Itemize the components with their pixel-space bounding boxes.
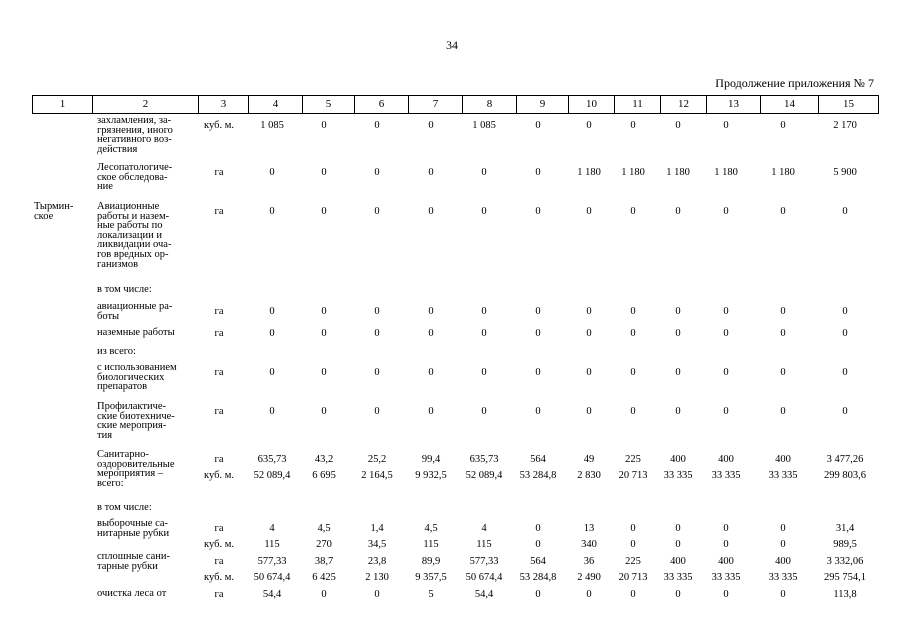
value-cell: 0 — [675, 406, 681, 417]
value-cell: 295 754,1 — [824, 572, 866, 583]
value-cell: 0 — [374, 328, 380, 339]
value-cell: 1 180 — [577, 167, 601, 178]
region-name — [34, 202, 88, 221]
value-cell: 33 335 — [663, 470, 693, 481]
header-cell: 13 — [706, 96, 760, 113]
header-cell: 11 — [614, 96, 660, 113]
header-cell: 1 — [59, 98, 66, 110]
value-cell: 0 — [630, 406, 636, 417]
value-cell: 0 — [586, 367, 592, 378]
value-cell: 52 089,4 — [465, 470, 503, 481]
value-cell: 0 — [780, 539, 786, 550]
row-label — [97, 285, 193, 295]
value-cell: 0 — [428, 120, 434, 131]
value-cell: 400 — [670, 454, 686, 465]
row-label-line: в том числе: — [97, 284, 152, 295]
header-cell: 15 — [818, 96, 878, 113]
value-cell: 99,4 — [421, 454, 441, 465]
value-cell: 33 335 — [768, 470, 798, 481]
value-cell: 31,4 — [835, 523, 855, 534]
row-label — [97, 302, 193, 321]
row-label-line: авиационные ра- — [97, 301, 173, 312]
row-label-line: ские биотехниче- — [97, 410, 175, 422]
value-cell: 0 — [321, 406, 327, 417]
value-cell: 0 — [630, 539, 636, 550]
value-cell: 0 — [535, 167, 541, 178]
value-cell: 53 284,8 — [519, 572, 557, 583]
value-cell: 564 — [530, 556, 546, 567]
value-cell: 340 — [581, 539, 597, 550]
value-cell: 0 — [675, 367, 681, 378]
row-label-line: нитарные рубки — [97, 527, 170, 539]
value-cell: 33 335 — [663, 572, 693, 583]
value-cell: 0 — [630, 328, 636, 339]
value-cell: 0 — [630, 367, 636, 378]
unit-cell: га — [214, 167, 224, 178]
value-cell: 0 — [723, 523, 729, 534]
value-cell: 115 — [264, 539, 280, 550]
value-cell: 0 — [321, 306, 327, 317]
value-cell: 0 — [428, 306, 434, 317]
value-cell: 0 — [428, 206, 434, 217]
value-cell: 4 — [481, 523, 487, 534]
header-cell: 2 — [92, 96, 198, 113]
value-cell: 635,73 — [469, 454, 499, 465]
value-cell: 52 089,4 — [253, 470, 291, 481]
value-cell: 400 — [775, 454, 791, 465]
row-label-line: работы и назем- — [97, 210, 170, 222]
value-cell: 0 — [269, 167, 275, 178]
value-cell: 0 — [586, 306, 592, 317]
row-label-line: оздоровительные — [97, 458, 175, 470]
value-cell: 0 — [428, 367, 434, 378]
value-cell: 5 — [428, 589, 434, 600]
unit-cell: га — [214, 328, 224, 339]
value-cell: 0 — [374, 306, 380, 317]
value-cell: 0 — [428, 167, 434, 178]
value-cell: 0 — [780, 328, 786, 339]
row-label — [97, 450, 193, 488]
value-cell: 2 830 — [577, 470, 601, 481]
value-cell: 6 425 — [312, 572, 336, 583]
value-cell: 5 900 — [833, 167, 857, 178]
unit-cell: га — [214, 406, 224, 417]
value-cell: 0 — [321, 206, 327, 217]
row-label-line: из всего: — [97, 346, 136, 357]
header-cell: 12 — [660, 96, 706, 113]
value-cell: 0 — [675, 589, 681, 600]
value-cell: 400 — [718, 556, 734, 567]
value-cell: 0 — [630, 523, 636, 534]
value-cell: 9 357,5 — [415, 572, 447, 583]
value-cell: 0 — [269, 328, 275, 339]
value-cell: 0 — [428, 328, 434, 339]
row-label — [97, 347, 193, 357]
row-label-line: негативного воз- — [97, 134, 172, 146]
value-cell: 0 — [535, 306, 541, 317]
row-label-line: тарные рубки — [97, 560, 158, 572]
value-cell: 0 — [842, 206, 848, 217]
value-cell: 2 170 — [833, 120, 857, 131]
row-label-line: захламления, за- — [97, 115, 172, 126]
value-cell: 20 713 — [618, 470, 648, 481]
value-cell: 0 — [630, 206, 636, 217]
continuation-note: Продолжение приложения № 7 — [715, 76, 874, 90]
row-label-line: сплошные сани- — [97, 551, 170, 562]
value-cell: 2 130 — [365, 572, 389, 583]
region-line: Тырмин- — [34, 201, 74, 212]
value-cell: 400 — [718, 454, 734, 465]
row-label-line: наземные работы — [97, 327, 175, 338]
row-label-line: ние — [97, 181, 113, 193]
row-label-line: ские мероприя- — [97, 420, 167, 432]
unit-cell: га — [214, 556, 224, 567]
row-label-line: Авиационные — [97, 201, 160, 212]
value-cell: 0 — [535, 406, 541, 417]
value-cell: 0 — [481, 406, 487, 417]
unit-cell: га — [214, 306, 224, 317]
value-cell: 0 — [586, 406, 592, 417]
value-cell: 0 — [675, 120, 681, 131]
value-cell: 0 — [780, 306, 786, 317]
row-label-line: выборочные са- — [97, 518, 169, 529]
value-cell: 0 — [780, 589, 786, 600]
row-label-line: биологических — [97, 371, 165, 383]
row-label-line: очистка леса от — [97, 588, 167, 599]
value-cell: 3 477,26 — [826, 454, 864, 465]
value-cell: 0 — [374, 406, 380, 417]
value-cell: 9 932,5 — [415, 470, 447, 481]
value-cell: 1 085 — [260, 120, 284, 131]
row-label-line: ликвидации оча- — [97, 239, 172, 251]
value-cell: 0 — [374, 120, 380, 131]
value-cell: 54,4 — [474, 589, 494, 600]
header-cell: 14 — [760, 96, 818, 113]
value-cell: 0 — [780, 367, 786, 378]
value-cell: 0 — [321, 328, 327, 339]
value-cell: 0 — [269, 306, 275, 317]
value-cell: 0 — [723, 120, 729, 131]
value-cell: 0 — [842, 328, 848, 339]
value-cell: 50 674,4 — [253, 572, 291, 583]
value-cell: 3 332,06 — [826, 556, 864, 567]
value-cell: 0 — [535, 206, 541, 217]
value-cell: 34,5 — [367, 539, 387, 550]
value-cell: 0 — [723, 306, 729, 317]
row-label-line: гов вредных ор- — [97, 248, 169, 260]
value-cell: 33 335 — [711, 572, 741, 583]
value-cell: 0 — [321, 167, 327, 178]
value-cell: 0 — [535, 120, 541, 131]
value-cell: 113,8 — [833, 589, 857, 600]
value-cell: 0 — [630, 589, 636, 600]
value-cell: 50 674,4 — [465, 572, 503, 583]
value-cell: 0 — [780, 523, 786, 534]
value-cell: 49 — [583, 454, 595, 465]
row-label-line: боты — [97, 310, 120, 322]
value-cell: 0 — [321, 589, 327, 600]
row-label-line: мероприятия – — [97, 468, 164, 480]
value-cell: 0 — [269, 206, 275, 217]
value-cell: 0 — [630, 120, 636, 131]
row-label-line: ные работы по — [97, 220, 163, 232]
row-label-line: Санитарно- — [97, 449, 149, 460]
value-cell: 0 — [269, 367, 275, 378]
row-label-line: ганизмов — [97, 258, 139, 270]
value-cell: 33 335 — [768, 572, 798, 583]
unit-cell: куб. м. — [204, 539, 234, 550]
value-cell: 20 713 — [618, 572, 648, 583]
value-cell: 0 — [842, 406, 848, 417]
value-cell: 0 — [586, 120, 592, 131]
value-cell: 0 — [842, 367, 848, 378]
value-cell: 0 — [780, 206, 786, 217]
row-label — [97, 202, 193, 269]
header-cell: 9 — [516, 96, 568, 113]
value-cell: 0 — [321, 367, 327, 378]
value-cell: 0 — [723, 539, 729, 550]
value-cell: 13 — [583, 523, 595, 534]
value-cell: 0 — [535, 539, 541, 550]
value-cell: 0 — [428, 406, 434, 417]
value-cell: 0 — [269, 406, 275, 417]
header-cell: 5 — [302, 96, 354, 113]
value-cell: 0 — [535, 328, 541, 339]
row-label-line: с использованием — [97, 362, 177, 373]
unit-cell: куб. м. — [204, 572, 234, 583]
value-cell: 38,7 — [314, 556, 334, 567]
value-cell: 4,5 — [424, 523, 438, 534]
value-cell: 1 180 — [666, 167, 690, 178]
unit-cell: га — [214, 367, 224, 378]
value-cell: 0 — [374, 167, 380, 178]
header-cell: 4 — [248, 96, 302, 113]
value-cell: 0 — [842, 306, 848, 317]
page-number: 34 — [446, 38, 458, 52]
value-cell: 115 — [476, 539, 492, 550]
value-cell: 0 — [481, 167, 487, 178]
value-cell: 989,5 — [833, 539, 857, 550]
value-cell: 54,4 — [262, 589, 282, 600]
value-cell: 0 — [723, 589, 729, 600]
value-cell: 4,5 — [317, 523, 331, 534]
value-cell: 0 — [675, 206, 681, 217]
value-cell: 0 — [675, 306, 681, 317]
value-cell: 36 — [583, 556, 595, 567]
row-label-line: Лесопатологиче- — [97, 162, 173, 173]
value-cell: 0 — [723, 367, 729, 378]
value-cell: 0 — [630, 306, 636, 317]
value-cell: 23,8 — [367, 556, 387, 567]
header-cell: 3 — [198, 96, 248, 113]
region-line: ское — [34, 210, 54, 222]
row-label — [97, 552, 193, 571]
value-cell: 4 — [269, 523, 275, 534]
value-cell: 577,33 — [257, 556, 287, 567]
row-label — [97, 116, 193, 154]
unit-cell: га — [214, 454, 224, 465]
value-cell: 635,73 — [257, 454, 287, 465]
value-cell: 2 164,5 — [361, 470, 393, 481]
value-cell: 1 085 — [472, 120, 496, 131]
table-header — [32, 95, 879, 114]
row-label — [97, 328, 193, 338]
value-cell: 0 — [374, 367, 380, 378]
row-label-line: локализации и — [97, 229, 162, 241]
value-cell: 0 — [723, 406, 729, 417]
row-label — [97, 519, 193, 538]
value-cell: 225 — [625, 556, 641, 567]
row-label-line: в том числе: — [97, 502, 152, 513]
value-cell: 0 — [535, 589, 541, 600]
row-label-line: ское обследова- — [97, 171, 168, 183]
value-cell: 577,33 — [469, 556, 499, 567]
value-cell: 89,9 — [421, 556, 441, 567]
value-cell: 0 — [374, 206, 380, 217]
value-cell: 0 — [535, 523, 541, 534]
value-cell: 564 — [530, 454, 546, 465]
value-cell: 0 — [675, 539, 681, 550]
value-cell: 0 — [586, 206, 592, 217]
value-cell: 0 — [374, 589, 380, 600]
header-cell: 6 — [354, 96, 408, 113]
value-cell: 53 284,8 — [519, 470, 557, 481]
value-cell: 2 490 — [577, 572, 601, 583]
row-label-line: грязнения, иного — [97, 124, 173, 136]
unit-cell: куб. м. — [204, 120, 234, 131]
row-label — [97, 402, 193, 440]
value-cell: 0 — [780, 120, 786, 131]
value-cell: 0 — [780, 406, 786, 417]
unit-cell: куб. м. — [204, 470, 234, 481]
value-cell: 0 — [535, 367, 541, 378]
row-label-line: действия — [97, 143, 138, 155]
value-cell: 270 — [316, 539, 332, 550]
value-cell: 225 — [625, 454, 641, 465]
value-cell: 0 — [586, 328, 592, 339]
row-label-line: Профилактиче- — [97, 401, 167, 412]
row-label-line: препаратов — [97, 381, 148, 393]
unit-cell: га — [214, 523, 224, 534]
value-cell: 0 — [675, 328, 681, 339]
row-label-line: тия — [97, 429, 113, 441]
value-cell: 0 — [321, 120, 327, 131]
value-cell: 33 335 — [711, 470, 741, 481]
value-cell: 0 — [586, 589, 592, 600]
value-cell: 25,2 — [367, 454, 387, 465]
value-cell: 6 695 — [312, 470, 336, 481]
unit-cell: га — [214, 206, 224, 217]
value-cell: 0 — [481, 367, 487, 378]
value-cell: 1 180 — [714, 167, 738, 178]
row-label — [97, 589, 193, 599]
value-cell: 0 — [481, 328, 487, 339]
row-label-line: всего: — [97, 477, 124, 489]
value-cell: 0 — [675, 523, 681, 534]
value-cell: 1,4 — [370, 523, 384, 534]
value-cell: 1 180 — [771, 167, 795, 178]
value-cell: 115 — [423, 539, 439, 550]
value-cell: 0 — [723, 206, 729, 217]
row-label — [97, 163, 193, 192]
value-cell: 400 — [775, 556, 791, 567]
row-label — [97, 503, 193, 513]
value-cell: 1 180 — [621, 167, 645, 178]
value-cell: 0 — [481, 206, 487, 217]
value-cell: 43,2 — [314, 454, 334, 465]
unit-cell: га — [214, 589, 224, 600]
header-cell: 7 — [408, 96, 462, 113]
value-cell: 400 — [670, 556, 686, 567]
value-cell: 0 — [481, 306, 487, 317]
header-cell: 8 — [462, 96, 516, 113]
row-label — [97, 363, 193, 392]
value-cell: 299 803,6 — [824, 470, 866, 481]
header-cell: 10 — [568, 96, 614, 113]
value-cell: 0 — [723, 328, 729, 339]
